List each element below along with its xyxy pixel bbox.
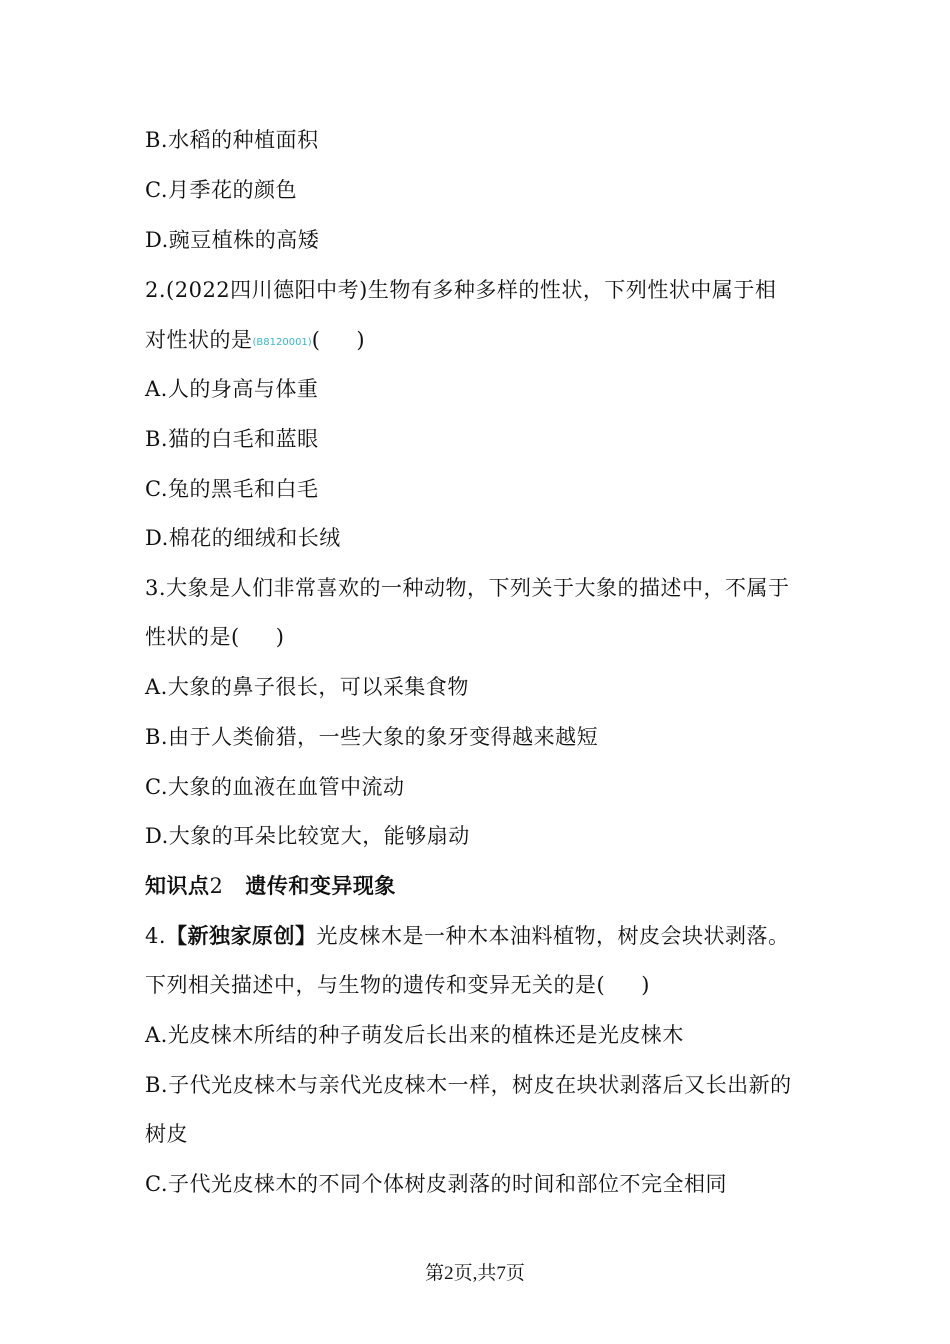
q1-option-d: D.豌豆植株的高矮 [145,228,320,252]
q2-paren-close: ) [356,328,366,352]
q1-option-b: B.水稻的种植面积 [145,128,319,152]
q4-option-c: C.子代光皮梾木的不同个体树皮剥落的时间和部位不完全相同 [145,1172,727,1196]
section-heading [145,871,396,901]
q1-option-c: C.月季花的颜色 [145,178,297,202]
section-title: 遗传和变异现象 [245,873,396,898]
q4-original-tag: 【新独家原创】 [166,923,317,948]
q4-option-a: A.光皮梾木所结的种子萌发后长出来的植株还是光皮梾木 [145,1023,684,1047]
q4-stem-text: 光皮梾木是一种木本油料植物，树皮会块状剥落。 [316,924,790,948]
q4-stem-text-2: 下列相关描述中，与生物的遗传和变异无关的是( [145,973,606,997]
q2-stem-text: 对性状的是 [145,328,253,352]
q2-option-d: D.棉花的细绒和长绒 [145,526,341,550]
q3-stem-line2 [145,622,284,652]
q3-paren-close: ) [275,625,285,649]
q3-option-b: B.由于人类偷猎，一些大象的象牙变得越来越短 [145,725,599,749]
q3-stem-text: 性状的是( [145,625,240,649]
q2-stem-line2 [145,325,365,358]
q2-question-code: (B8120001) [252,337,312,348]
q4-stem-line2 [145,970,650,1000]
q2-option-a: A.人的身高与体重 [145,377,319,401]
section-label: 知识点 [145,873,210,898]
q3-option-c: C.大象的血液在血管中流动 [145,775,405,799]
q2-stem-line1: 2.(2022四川德阳中考)生物有多种多样的性状，下列性状中属于相 [145,278,777,302]
q2-paren-open: ( [311,328,321,352]
section-number: 2 [209,874,224,898]
q4-number: 4. [145,924,167,948]
q4-option-b-line2: 树皮 [145,1122,188,1146]
q4-option-b-line1: B.子代光皮梾木与亲代光皮梾木一样，树皮在块状剥落后又长出新的 [145,1073,792,1097]
q2-option-c: C.兔的黑毛和白毛 [145,477,319,501]
q3-stem-line1: 3.大象是人们非常喜欢的一种动物，下列关于大象的描述中，不属于 [145,576,790,600]
q2-option-b: B.猫的白毛和蓝眼 [145,427,319,451]
q3-option-a: A.大象的鼻子很长，可以采集食物 [145,675,469,699]
q4-stem-line1 [145,921,790,951]
q4-paren-close: ) [641,973,650,997]
page-number-footer: 第2页,共7页 [425,1263,525,1284]
q3-option-d: D.大象的耳朵比较宽大，能够扇动 [145,824,470,848]
